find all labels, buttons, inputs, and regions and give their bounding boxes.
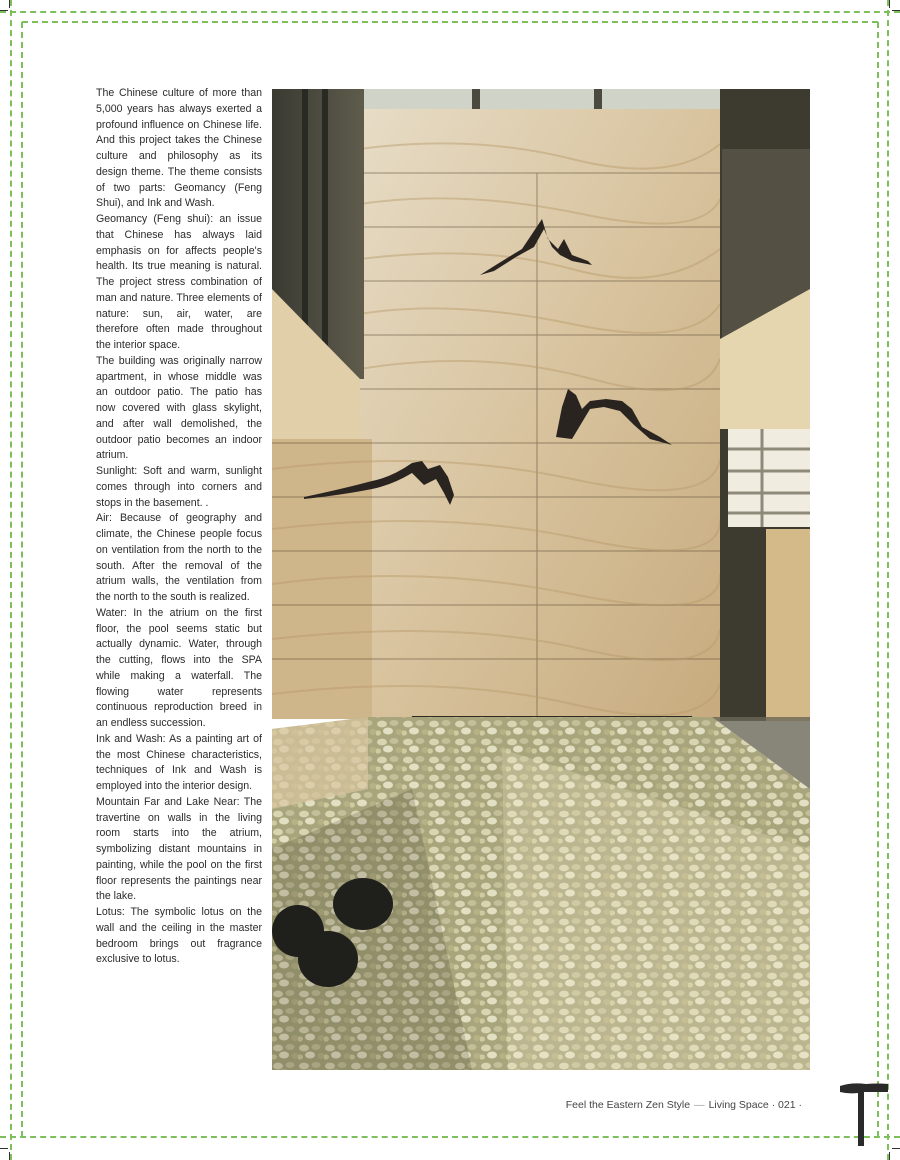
atrium-photo	[272, 89, 810, 1070]
article-paragraph: The building was originally narrow apartment, in whose middle was an outdoor patio. The patio has now covered with glass skylight, and after wall demolished, the outdoor patio becomes an indoor atrium.	[96, 354, 262, 462]
footer-page-number: 021	[778, 1099, 796, 1111]
frame-inner-right-dashes	[877, 22, 879, 1137]
footer-book-title: Feel the Eastern Zen Style	[565, 1099, 691, 1111]
atrium-illustration	[272, 89, 810, 1070]
footer-section: Living Space	[708, 1099, 769, 1111]
crop-mark	[0, 1148, 8, 1149]
brush-t-ornament	[838, 1080, 890, 1150]
article-paragraph: Sunlight: Soft and warm, sunlight comes through into corners and stops in the basement. .	[96, 465, 262, 509]
article-paragraph: Lotus: The symbolic lotus on the wall and the ceiling in the master bedroom brings out fragrance exclusive to lotus.	[96, 906, 262, 966]
article-paragraph: The Chinese culture of more than 5,000 years has always exerted a profound influence on Chinese life. And this project takes the Chinese culture and philosophy as its design theme. The theme consists of two parts: Geomancy (Feng Shui), and Ink and Wash.	[96, 87, 262, 210]
article-body	[96, 86, 262, 968]
frame-top-dashes	[0, 11, 900, 13]
frame-right-dashes	[887, 0, 889, 1160]
page-footer: Feel the Eastern Zen Style — Living Space · 021 ·	[565, 1099, 802, 1111]
crop-mark	[889, 1152, 890, 1160]
article-paragraph: Geomancy (Feng shui): an issue that Chinese has always laid emphasis on for affects people's health. Its true meaning is natural. The project stress combination of man and nature. Three elements of nature: sun, air, water, are therefore often made throughout the interior space.	[96, 213, 262, 351]
article-paragraph: Mountain Far and Lake Near: The travertine on walls in the living room starts into the atrium, symbolizing distant mountains in painting, while the pool on the first floor represents the paintings near the lake.	[96, 795, 262, 903]
frame-inner-top-dashes	[22, 21, 878, 23]
article-paragraph: Air: Because of geography and climate, the Chinese people focus on ventilation from the north to the south. After the removal of the atrium walls, the ventilation from the north to the south is realized.	[96, 512, 262, 603]
frame-left-dashes	[10, 0, 12, 1160]
travertine-wall	[360, 109, 720, 721]
crop-mark	[892, 1148, 900, 1149]
frame-inner-left-dashes	[21, 22, 23, 1137]
crop-mark	[9, 0, 10, 8]
crop-mark	[889, 0, 890, 8]
article-paragraph: Ink and Wash: As a painting art of the most Chinese characteristics, techniques of Ink and Wash is employed into the interior design.	[96, 732, 262, 792]
frame-bottom-dashes	[0, 1136, 900, 1138]
article-paragraph: Water: In the atrium on the first floor, the pool seems static but actually dynamic. Water, through the cutting, flows into the SPA while making a waterfall. The flowing water represents continuous reproduction breed in an endless succession.	[96, 606, 262, 729]
crop-mark	[9, 1152, 10, 1160]
crop-mark	[892, 10, 900, 11]
footer-separator: —	[694, 1099, 705, 1111]
crop-mark	[0, 10, 8, 11]
